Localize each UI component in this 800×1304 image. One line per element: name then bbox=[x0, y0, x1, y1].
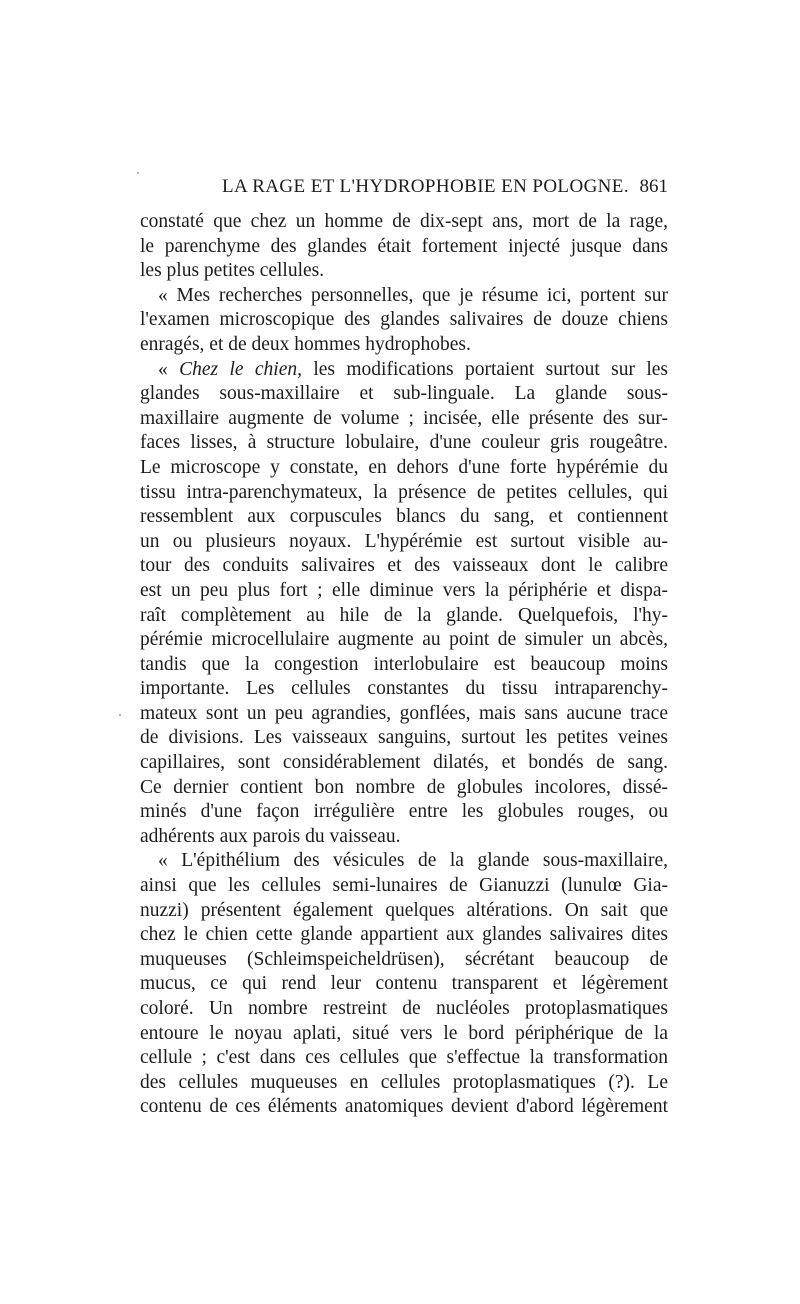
paper-speck bbox=[137, 172, 139, 174]
text-line: cellule ; c'est dans ces cellules que s'effectue la transformation bbox=[140, 1047, 668, 1069]
text-line: raît complètement au hile de la glande. Quelquefois, l'hy- bbox=[140, 604, 668, 626]
text-line: glandes sous-maxillaire et sub-linguale. La glande sous- bbox=[140, 383, 668, 405]
text-line: nuzzi) présentent également quelques altérations. On sait que bbox=[140, 899, 668, 921]
text-line: coloré. Un nombre restreint de nucléoles protoplasmatiques bbox=[140, 998, 668, 1019]
text-line: importante. Les cellules constantes du tissu intraparenchy- bbox=[140, 678, 668, 700]
line-rest: les modifications portaient surtout sur les bbox=[302, 358, 668, 380]
quote-mark: « bbox=[158, 358, 180, 380]
text-line: « Mes recherches personnelles, que je résume ici, portent sur bbox=[158, 284, 668, 306]
text-line: adhérents aux parois du vaisseau. bbox=[140, 825, 401, 847]
text-line: les plus petites cellules. bbox=[140, 260, 325, 282]
text-line: constaté que chez un homme de dix-sept ans, mort de la rage, bbox=[140, 211, 668, 232]
page-number: 861 bbox=[639, 176, 668, 197]
text-line: maxillaire augmente de volume ; incisée, elle présente des sur- bbox=[140, 407, 668, 429]
running-header bbox=[140, 176, 668, 206]
text-line: Ce dernier contient bon nombre de globules incolores, dissé- bbox=[140, 776, 668, 798]
text-line: tandis que la congestion interlobulaire est beaucoup moins bbox=[140, 653, 668, 675]
text-line: contenu de ces éléments anatomiques devient d'abord légèrement bbox=[140, 1096, 668, 1118]
text-line: ainsi que les cellules semi-lunaires de Gianuzzi (lunulœ Gia- bbox=[140, 875, 668, 897]
text-line: minés d'une façon irrégulière entre les globules rouges, ou bbox=[140, 801, 668, 823]
text-line: est un peu plus fort ; elle diminue vers la périphérie et dispa- bbox=[140, 579, 668, 601]
text-line: faces lisses, à structure lobulaire, d'une couleur gris rougeâtre. bbox=[140, 432, 668, 454]
text-line: enragés, et de deux hommes hydrophobes. bbox=[140, 333, 471, 355]
text-line: mucus, ce qui rend leur contenu transparent et légèrement bbox=[140, 973, 668, 995]
text-line: le parenchyme des glandes était fortement injecté jusque dans bbox=[140, 235, 668, 257]
text-line: chez le chien cette glande appartient aux glandes salivaires dites bbox=[140, 924, 668, 946]
text-line: tour des conduits salivaires et des vaisseaux dont le calibre bbox=[140, 555, 668, 577]
text-line: pérémie microcellulaire augmente au point de simuler un abcès, bbox=[140, 629, 668, 651]
text-line: Le microscope y constate, en dehors d'une forte hypérémie du bbox=[140, 456, 668, 478]
text-line bbox=[140, 358, 668, 383]
running-title: LA RAGE ET L'HYDROPHOBIE EN POLOGNE. bbox=[222, 176, 629, 197]
text-line: un ou plusieurs noyaux. L'hypérémie est surtout visible au- bbox=[140, 530, 668, 552]
text-line: tissu intra-parenchymateux, la présence de petites cellules, qui bbox=[140, 481, 668, 503]
text-line: ressemblent aux corpuscules blancs du sang, et contiennent bbox=[140, 506, 668, 528]
text-line: des cellules muqueuses en cellules protoplasmatiques (?). Le bbox=[140, 1071, 668, 1093]
text-line: muqueuses (Schleimspeicheldrüsen), sécrétant beaucoup de bbox=[140, 948, 668, 970]
text-line: « L'épithélium des vésicules de la glande sous-maxillaire, bbox=[158, 850, 668, 872]
text-line: l'examen microscopique des glandes salivaires de douze chiens bbox=[140, 309, 668, 331]
text-line: de divisions. Les vaisseaux sanguins, surtout les petites veines bbox=[140, 727, 668, 749]
italic-phrase: Chez le chien, bbox=[179, 358, 302, 380]
body-text bbox=[140, 210, 668, 1120]
text-line: mateux sont un peu agrandies, gonflées, mais sans aucune trace bbox=[140, 702, 668, 724]
paper-speck bbox=[119, 714, 121, 716]
text-line: capillaires, sont considérablement dilatés, et bondés de sang. bbox=[140, 752, 668, 774]
text-line: entoure le noyau aplati, situé vers le bord périphérique de la bbox=[140, 1022, 668, 1044]
